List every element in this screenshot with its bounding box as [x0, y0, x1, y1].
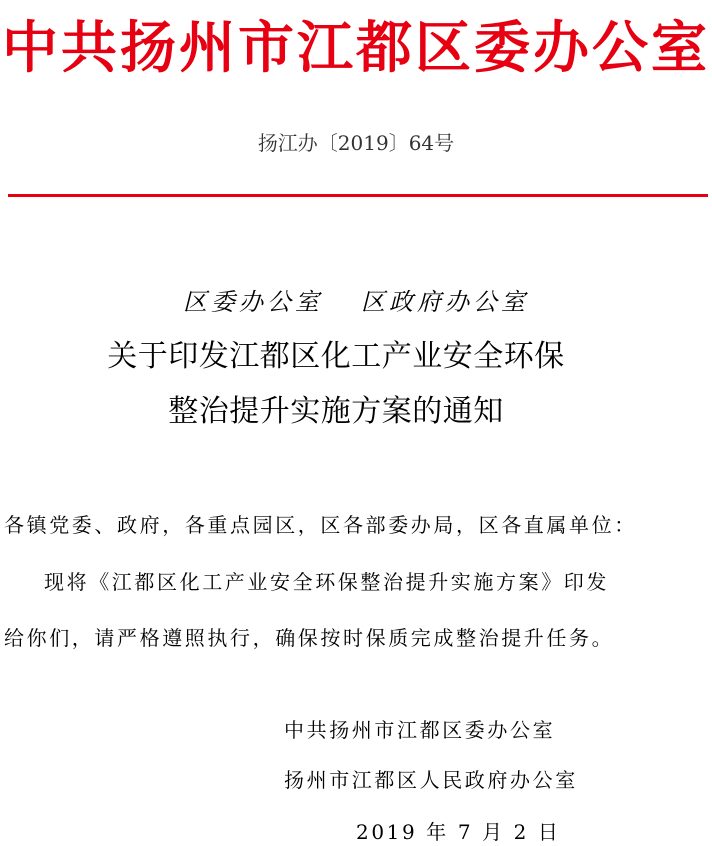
- signature-date: 2019 年 7 月 2 日: [356, 820, 561, 844]
- issuer-gov-office: 区政府办公室: [361, 288, 529, 316]
- notice-title-line-1: 关于印发江都区化工产业安全环保: [107, 339, 565, 374]
- notice-title-line-2: 整治提升实施方案的通知: [168, 394, 504, 429]
- masthead-title: 中共扬州市江都区委办公室: [2, 15, 710, 81]
- signature-org-1: 中共扬州市江都区委办公室: [284, 718, 556, 742]
- body-paragraph-line-2: 给你们，请严格遵照执行，确保按时保质完成整治提升任务。: [4, 626, 615, 650]
- red-divider-line: [8, 194, 708, 197]
- signature-org-2: 扬州市江都区人民政府办公室: [284, 768, 578, 792]
- issuer-party-office: 区委办公室: [183, 288, 323, 316]
- body-paragraph-line-1: 现将《江都区化工产业安全环保整治提升实施方案》印发: [44, 570, 609, 594]
- addressee-line: 各镇党委、政府，各重点园区，区各部委办局，区各直属单位：: [4, 513, 637, 537]
- issuing-offices: [0, 282, 712, 317]
- document-number: 扬江办〔2019〕64号: [257, 131, 455, 155]
